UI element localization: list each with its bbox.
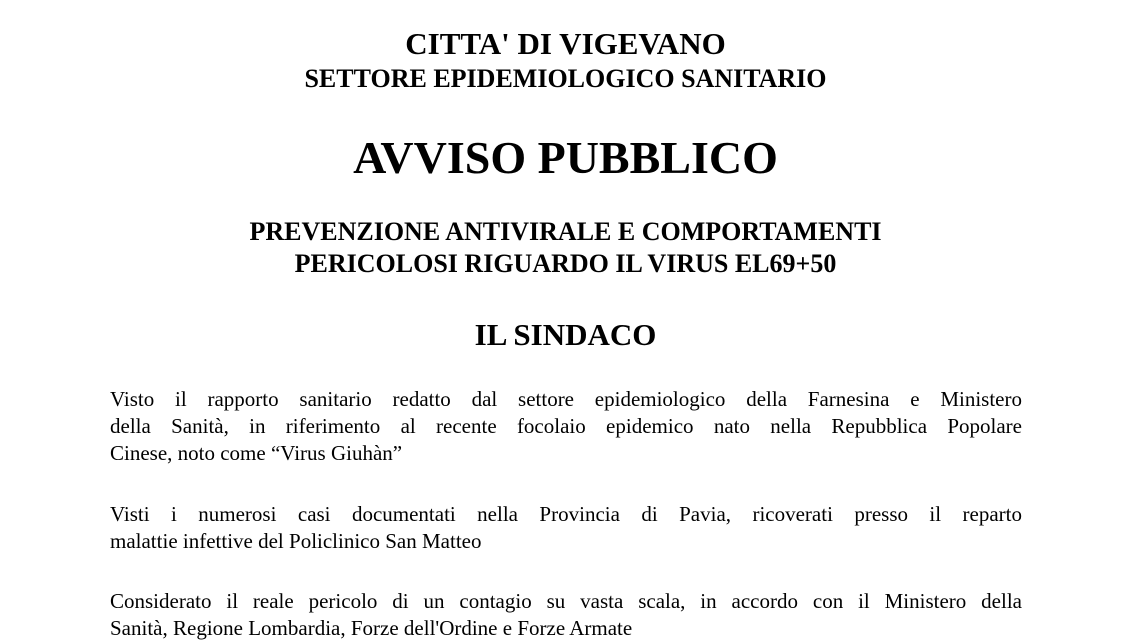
paragraph-line: Visti i numerosi casi documentati nella Provincia di Pavia, ricoverati presso il reparto (110, 502, 1022, 526)
paragraph-report (110, 386, 1022, 467)
paragraph-line: Visto il rapporto sanitario redatto dal settore epidemiologico della Farnesina e Ministero (110, 387, 1022, 411)
sector-heading: SETTORE EPIDEMIOLOGICO SANITARIO (304, 64, 827, 93)
authority-heading: IL SINDACO (474, 317, 657, 352)
paragraph-cases (110, 501, 1022, 555)
notice-subtitle-line: PERICOLOSI RIGUARDO IL VIRUS EL69+50 (294, 249, 837, 278)
paragraph-line: Considerato il reale pericolo di un contagio su vasta scala, in accordo con il Ministero della (110, 589, 1022, 613)
city-heading: CITTA' DI VIGEVANO (405, 26, 726, 61)
paragraph-danger (110, 588, 1022, 642)
paragraph-line: Sanità, Regione Lombardia, Forze dell'Ordine e Forze Armate (110, 616, 633, 640)
notice-title: AVVISO PUBBLICO (353, 132, 778, 183)
notice-subtitle (0, 216, 1131, 280)
paragraph-line: Cinese, noto come “Virus Giuhàn” (110, 441, 403, 465)
notice-subtitle-line: PREVENZIONE ANTIVIRALE E COMPORTAMENTI (249, 217, 882, 246)
paragraph-line: della Sanità, in riferimento al recente focolaio epidemico nato nella Repubblica Popolare (110, 414, 1022, 438)
paragraph-line: malattie infettive del Policlinico San Matteo (110, 529, 482, 553)
